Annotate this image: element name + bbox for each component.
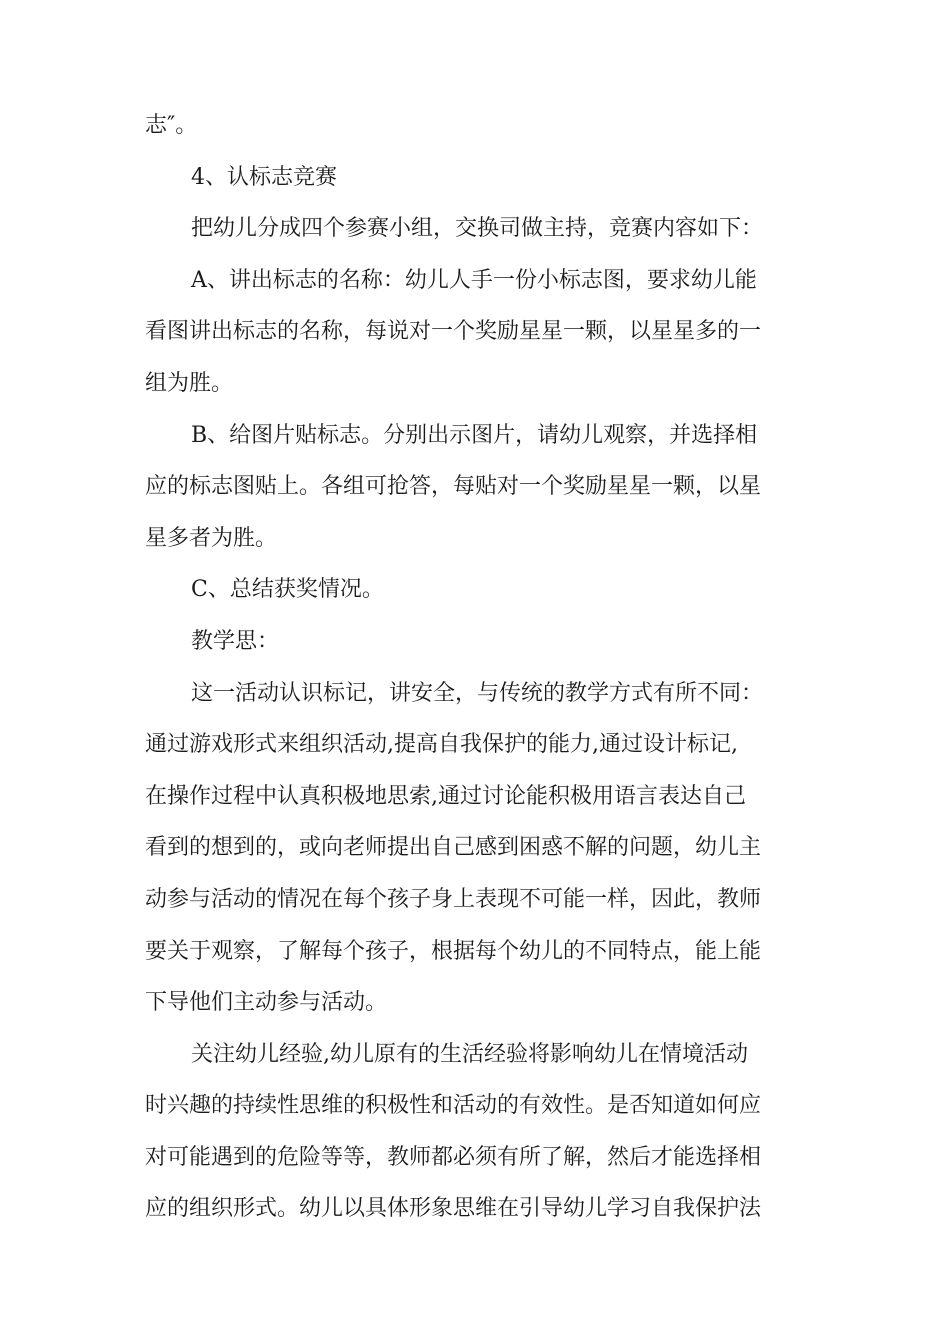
text-line-6: 组为胜。 (145, 370, 234, 396)
text-line-1: 志″。 (145, 113, 198, 138)
text-line-2: 4、认标志竞赛 (191, 164, 337, 190)
document-body (145, 100, 810, 1235)
text-line-12: 这一活动认识标记，讲安全，与传统的教学方式有所不同： (191, 680, 764, 706)
text-line-5: 看图讲出标志的名称，每说对一个奖励星星一颗，以星星多的一 (145, 319, 762, 345)
text-line-3: 把幼儿分成四个参赛小组，交换司做主持，竞赛内容如下： (191, 216, 764, 242)
text-line-19: 关注幼儿经验,幼儿原有的生活经验将影响幼儿在情境活动 (191, 1041, 748, 1067)
text-line-4: A、讲出标志的名称：幼儿人手一份小标志图，要求幼儿能 (191, 267, 757, 293)
text-line-13: 通过游戏形式来组织活动,提高自我保护的能力,通过设计标记, (145, 732, 738, 758)
text-line-20: 时兴趣的持续性思维的积极性和活动的有效性。是否知道如何应 (145, 1093, 762, 1119)
text-line-10: C、总结获奖情况。 (191, 577, 384, 603)
text-line-11: 教学思： (191, 628, 280, 654)
text-line-22: 应的组织形式。幼儿以具体形象思维在引导幼儿学习自我保护法 (145, 1196, 762, 1222)
text-line-18: 下导他们主动参与活动。 (145, 990, 388, 1016)
text-line-7: B、给图片贴标志。分别出示图片，请幼儿观察，并选择相 (191, 422, 758, 448)
text-line-16: 动参与活动的情况在每个孩子身上表现不可能一样，因此，教师 (145, 886, 762, 912)
text-line-21: 对可能遇到的危险等等，教师都必须有所了解，然后才能选择相 (145, 1144, 762, 1170)
text-line-14: 在操作过程中认真积极地思索,通过讨论能积极用语言表达自己 (145, 783, 746, 809)
text-line-15: 看到的想到的，或向老师提出自己感到困惑不解的问题，幼儿主 (145, 835, 762, 861)
text-line-9: 星多者为胜。 (145, 525, 278, 551)
text-line-8: 应的标志图贴上。各组可抢答，每贴对一个奖励星星一颗，以星 (145, 474, 762, 500)
text-line-17: 要关于观察，了解每个孩子，根据每个幼儿的不同特点，能上能 (145, 938, 762, 964)
